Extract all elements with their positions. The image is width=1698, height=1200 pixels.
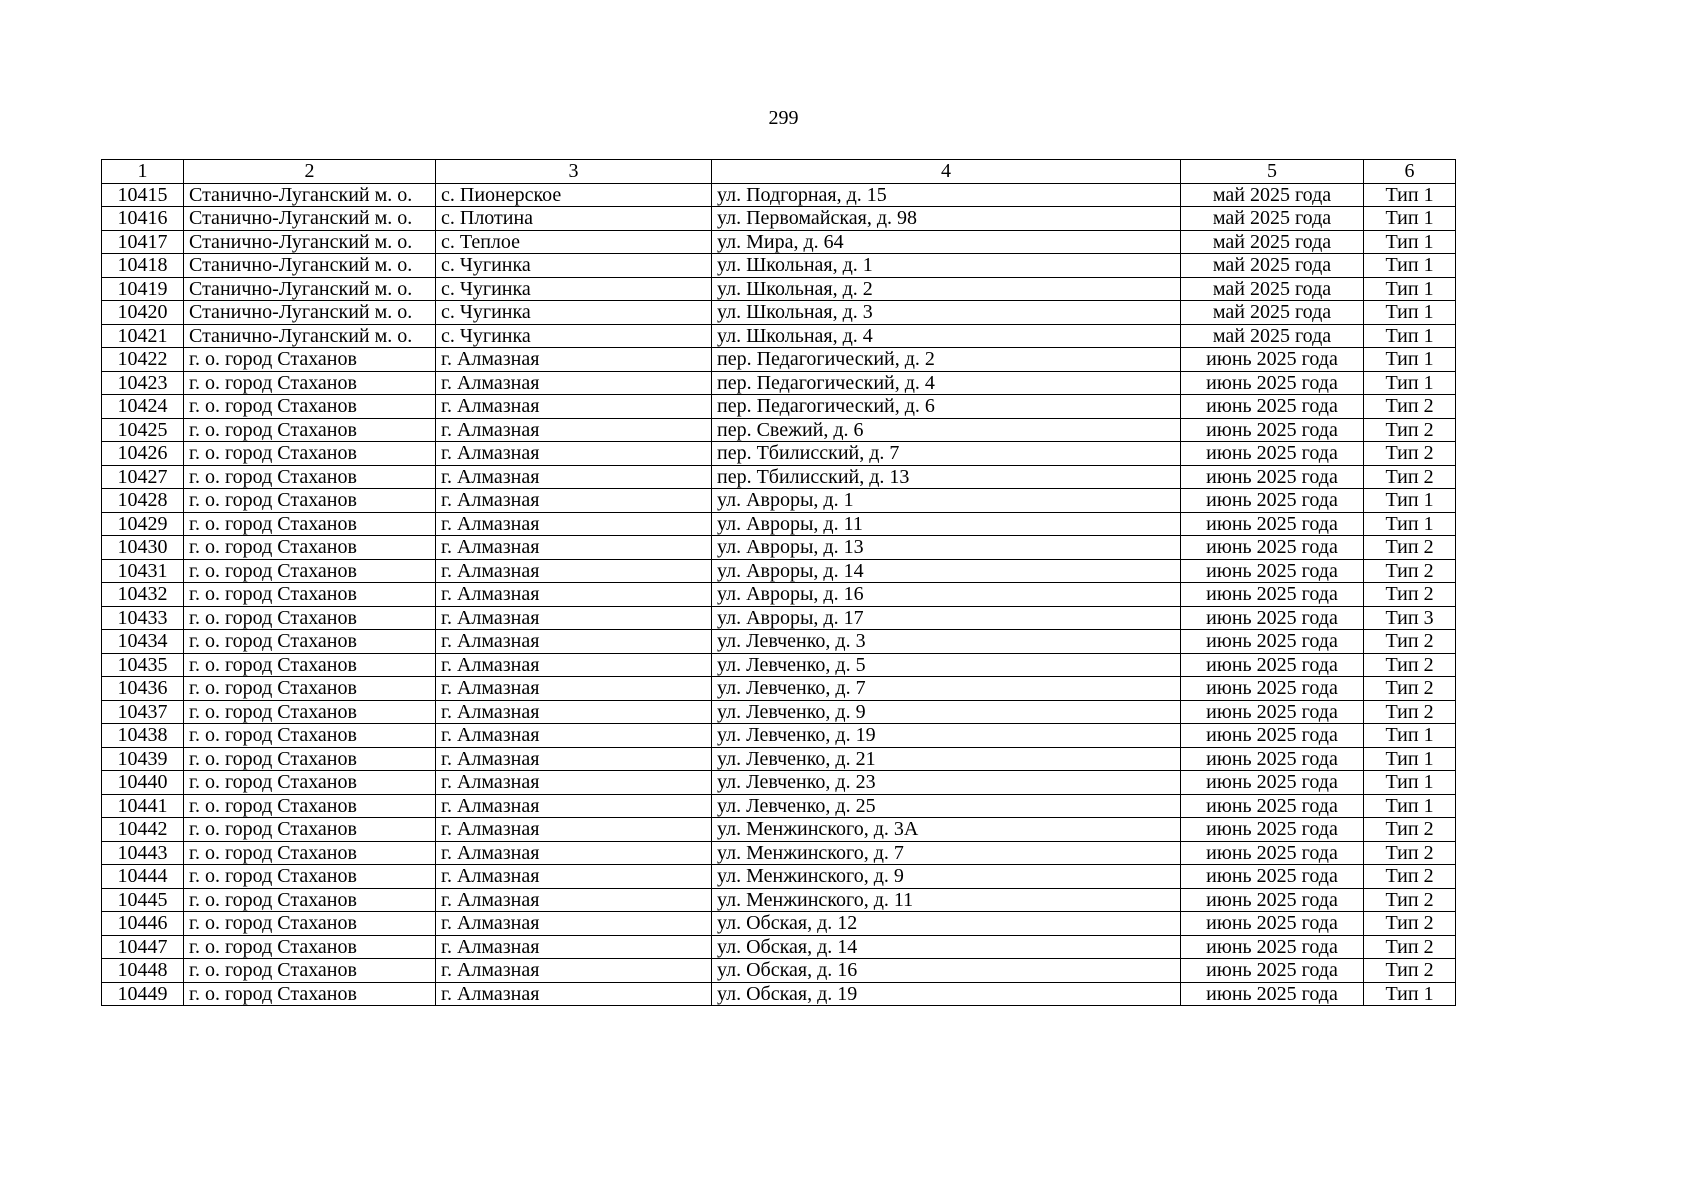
- address-cell: ул. Менжинского, д. 3А: [712, 818, 1181, 842]
- row-number-cell: 10429: [102, 512, 184, 536]
- row-number-cell: 10426: [102, 442, 184, 466]
- address-cell: ул. Школьная, д. 4: [712, 324, 1181, 348]
- address-cell: ул. Левченко, д. 7: [712, 677, 1181, 701]
- deadline-cell: июнь 2025 года: [1181, 512, 1364, 536]
- municipality-cell: Станично-Луганский м. о.: [184, 183, 436, 207]
- table-row: [102, 183, 1456, 207]
- settlement-cell: г. Алмазная: [436, 959, 712, 983]
- deadline-cell: июнь 2025 года: [1181, 630, 1364, 654]
- municipality-cell: г. о. город Стаханов: [184, 465, 436, 489]
- deadline-cell: июнь 2025 года: [1181, 395, 1364, 419]
- settlement-cell: г. Алмазная: [436, 583, 712, 607]
- municipality-cell: г. о. город Стаханов: [184, 677, 436, 701]
- column-number-5: 5: [1181, 160, 1364, 184]
- column-number-2: 2: [184, 160, 436, 184]
- municipality-cell: г. о. город Стаханов: [184, 841, 436, 865]
- table-row: [102, 794, 1456, 818]
- deadline-cell: июнь 2025 года: [1181, 677, 1364, 701]
- deadline-cell: май 2025 года: [1181, 301, 1364, 325]
- table-row: [102, 418, 1456, 442]
- deadline-cell: июнь 2025 года: [1181, 841, 1364, 865]
- type-cell: Тип 1: [1364, 230, 1456, 254]
- deadline-cell: июнь 2025 года: [1181, 982, 1364, 1006]
- type-cell: Тип 1: [1364, 982, 1456, 1006]
- deadline-cell: июнь 2025 года: [1181, 348, 1364, 372]
- table-row: [102, 536, 1456, 560]
- table-row: [102, 512, 1456, 536]
- type-cell: Тип 1: [1364, 371, 1456, 395]
- settlement-cell: г. Алмазная: [436, 677, 712, 701]
- table-row: [102, 959, 1456, 983]
- row-number-cell: 10415: [102, 183, 184, 207]
- settlement-cell: г. Алмазная: [436, 818, 712, 842]
- table-row: [102, 700, 1456, 724]
- settlement-cell: г. Алмазная: [436, 724, 712, 748]
- type-cell: Тип 2: [1364, 536, 1456, 560]
- address-cell: ул. Левченко, д. 21: [712, 747, 1181, 771]
- type-cell: Тип 1: [1364, 207, 1456, 231]
- type-cell: Тип 2: [1364, 559, 1456, 583]
- table-row: [102, 653, 1456, 677]
- row-number-cell: 10447: [102, 935, 184, 959]
- row-number-cell: 10446: [102, 912, 184, 936]
- type-cell: Тип 2: [1364, 653, 1456, 677]
- municipality-cell: г. о. город Стаханов: [184, 700, 436, 724]
- deadline-cell: июнь 2025 года: [1181, 536, 1364, 560]
- address-cell: ул. Менжинского, д. 9: [712, 865, 1181, 889]
- settlement-cell: г. Алмазная: [436, 465, 712, 489]
- row-number-cell: 10418: [102, 254, 184, 278]
- table-row: [102, 747, 1456, 771]
- address-cell: ул. Авроры, д. 16: [712, 583, 1181, 607]
- deadline-cell: июнь 2025 года: [1181, 912, 1364, 936]
- address-cell: ул. Левченко, д. 23: [712, 771, 1181, 795]
- settlement-cell: г. Алмазная: [436, 771, 712, 795]
- table-row: [102, 395, 1456, 419]
- row-number-cell: 10445: [102, 888, 184, 912]
- deadline-cell: июнь 2025 года: [1181, 771, 1364, 795]
- deadline-cell: июнь 2025 года: [1181, 489, 1364, 513]
- address-cell: ул. Обская, д. 16: [712, 959, 1181, 983]
- table-row: [102, 606, 1456, 630]
- settlement-cell: г. Алмазная: [436, 442, 712, 466]
- settlement-cell: г. Алмазная: [436, 559, 712, 583]
- row-number-cell: 10428: [102, 489, 184, 513]
- deadline-cell: май 2025 года: [1181, 254, 1364, 278]
- table-row: [102, 442, 1456, 466]
- deadline-cell: июнь 2025 года: [1181, 418, 1364, 442]
- deadline-cell: июнь 2025 года: [1181, 465, 1364, 489]
- row-number-cell: 10430: [102, 536, 184, 560]
- table-row: [102, 912, 1456, 936]
- table-row: [102, 818, 1456, 842]
- table-row: [102, 277, 1456, 301]
- table-row: [102, 559, 1456, 583]
- row-number-cell: 10416: [102, 207, 184, 231]
- address-cell: ул. Авроры, д. 11: [712, 512, 1181, 536]
- settlement-cell: г. Алмазная: [436, 794, 712, 818]
- page-number: 299: [768, 107, 799, 129]
- table-row: [102, 254, 1456, 278]
- type-cell: Тип 1: [1364, 724, 1456, 748]
- address-cell: ул. Авроры, д. 17: [712, 606, 1181, 630]
- table-row: [102, 935, 1456, 959]
- table-row: [102, 771, 1456, 795]
- deadline-cell: июнь 2025 года: [1181, 583, 1364, 607]
- row-number-cell: 10435: [102, 653, 184, 677]
- settlement-cell: с. Чугинка: [436, 324, 712, 348]
- deadline-cell: июнь 2025 года: [1181, 794, 1364, 818]
- municipality-cell: Станично-Луганский м. о.: [184, 254, 436, 278]
- municipality-cell: г. о. город Стаханов: [184, 559, 436, 583]
- settlement-cell: г. Алмазная: [436, 536, 712, 560]
- settlement-cell: г. Алмазная: [436, 489, 712, 513]
- municipality-cell: Станично-Луганский м. о.: [184, 277, 436, 301]
- register-table: [101, 159, 1456, 1006]
- row-number-cell: 10431: [102, 559, 184, 583]
- type-cell: Тип 1: [1364, 794, 1456, 818]
- settlement-cell: г. Алмазная: [436, 912, 712, 936]
- type-cell: Тип 1: [1364, 348, 1456, 372]
- municipality-cell: г. о. город Стаханов: [184, 442, 436, 466]
- municipality-cell: Станично-Луганский м. о.: [184, 230, 436, 254]
- municipality-cell: Станично-Луганский м. о.: [184, 324, 436, 348]
- municipality-cell: г. о. город Стаханов: [184, 865, 436, 889]
- row-number-cell: 10421: [102, 324, 184, 348]
- municipality-cell: г. о. город Стаханов: [184, 583, 436, 607]
- table-row: [102, 230, 1456, 254]
- municipality-cell: г. о. город Стаханов: [184, 888, 436, 912]
- address-cell: ул. Левченко, д. 19: [712, 724, 1181, 748]
- address-cell: ул. Подгорная, д. 15: [712, 183, 1181, 207]
- address-cell: ул. Первомайская, д. 98: [712, 207, 1181, 231]
- row-number-cell: 10427: [102, 465, 184, 489]
- municipality-cell: г. о. город Стаханов: [184, 935, 436, 959]
- address-cell: пер. Педагогический, д. 2: [712, 348, 1181, 372]
- settlement-cell: г. Алмазная: [436, 606, 712, 630]
- settlement-cell: г. Алмазная: [436, 512, 712, 536]
- address-cell: пер. Тбилисский, д. 13: [712, 465, 1181, 489]
- row-number-cell: 10443: [102, 841, 184, 865]
- type-cell: Тип 2: [1364, 583, 1456, 607]
- deadline-cell: июнь 2025 года: [1181, 747, 1364, 771]
- row-number-cell: 10448: [102, 959, 184, 983]
- settlement-cell: г. Алмазная: [436, 630, 712, 654]
- municipality-cell: г. о. город Стаханов: [184, 418, 436, 442]
- table-row: [102, 865, 1456, 889]
- table-row: [102, 841, 1456, 865]
- settlement-cell: г. Алмазная: [436, 348, 712, 372]
- address-cell: ул. Авроры, д. 13: [712, 536, 1181, 560]
- type-cell: Тип 2: [1364, 677, 1456, 701]
- deadline-cell: июнь 2025 года: [1181, 442, 1364, 466]
- table-body: [102, 160, 1456, 1006]
- address-cell: ул. Мира, д. 64: [712, 230, 1181, 254]
- municipality-cell: г. о. город Стаханов: [184, 912, 436, 936]
- table-row: [102, 724, 1456, 748]
- table-row: [102, 371, 1456, 395]
- type-cell: Тип 2: [1364, 395, 1456, 419]
- municipality-cell: Станично-Луганский м. о.: [184, 207, 436, 231]
- municipality-cell: г. о. город Стаханов: [184, 395, 436, 419]
- type-cell: Тип 1: [1364, 747, 1456, 771]
- deadline-cell: май 2025 года: [1181, 207, 1364, 231]
- municipality-cell: г. о. город Стаханов: [184, 747, 436, 771]
- row-number-cell: 10420: [102, 301, 184, 325]
- type-cell: Тип 1: [1364, 254, 1456, 278]
- type-cell: Тип 2: [1364, 959, 1456, 983]
- row-number-cell: 10432: [102, 583, 184, 607]
- settlement-cell: г. Алмазная: [436, 841, 712, 865]
- settlement-cell: с. Чугинка: [436, 254, 712, 278]
- table-row: [102, 982, 1456, 1006]
- address-cell: ул. Школьная, д. 2: [712, 277, 1181, 301]
- settlement-cell: г. Алмазная: [436, 982, 712, 1006]
- row-number-cell: 10424: [102, 395, 184, 419]
- type-cell: Тип 1: [1364, 183, 1456, 207]
- type-cell: Тип 2: [1364, 865, 1456, 889]
- settlement-cell: с. Теплое: [436, 230, 712, 254]
- municipality-cell: г. о. город Стаханов: [184, 771, 436, 795]
- settlement-cell: г. Алмазная: [436, 888, 712, 912]
- column-number-3: 3: [436, 160, 712, 184]
- settlement-cell: г. Алмазная: [436, 865, 712, 889]
- table-row: [102, 301, 1456, 325]
- municipality-cell: г. о. город Стаханов: [184, 606, 436, 630]
- row-number-cell: 10444: [102, 865, 184, 889]
- settlement-cell: с. Пионерское: [436, 183, 712, 207]
- settlement-cell: г. Алмазная: [436, 700, 712, 724]
- deadline-cell: май 2025 года: [1181, 183, 1364, 207]
- settlement-cell: г. Алмазная: [436, 747, 712, 771]
- settlement-cell: г. Алмазная: [436, 418, 712, 442]
- row-number-cell: 10442: [102, 818, 184, 842]
- address-cell: ул. Авроры, д. 14: [712, 559, 1181, 583]
- address-cell: пер. Тбилисский, д. 7: [712, 442, 1181, 466]
- row-number-cell: 10422: [102, 348, 184, 372]
- column-number-row: [102, 160, 1456, 184]
- deadline-cell: июнь 2025 года: [1181, 700, 1364, 724]
- settlement-cell: г. Алмазная: [436, 935, 712, 959]
- address-cell: ул. Школьная, д. 3: [712, 301, 1181, 325]
- table-row: [102, 677, 1456, 701]
- type-cell: Тип 1: [1364, 771, 1456, 795]
- type-cell: Тип 2: [1364, 700, 1456, 724]
- address-cell: ул. Менжинского, д. 11: [712, 888, 1181, 912]
- municipality-cell: г. о. город Стаханов: [184, 630, 436, 654]
- table-row: [102, 207, 1456, 231]
- row-number-cell: 10449: [102, 982, 184, 1006]
- municipality-cell: г. о. город Стаханов: [184, 489, 436, 513]
- type-cell: Тип 1: [1364, 512, 1456, 536]
- table-row: [102, 888, 1456, 912]
- table-row: [102, 489, 1456, 513]
- type-cell: Тип 2: [1364, 630, 1456, 654]
- row-number-cell: 10434: [102, 630, 184, 654]
- deadline-cell: май 2025 года: [1181, 277, 1364, 301]
- municipality-cell: г. о. город Стаханов: [184, 653, 436, 677]
- municipality-cell: Станично-Луганский м. о.: [184, 301, 436, 325]
- deadline-cell: май 2025 года: [1181, 230, 1364, 254]
- type-cell: Тип 1: [1364, 277, 1456, 301]
- column-number-6: 6: [1364, 160, 1456, 184]
- address-cell: ул. Левченко, д. 9: [712, 700, 1181, 724]
- type-cell: Тип 2: [1364, 818, 1456, 842]
- table-row: [102, 465, 1456, 489]
- deadline-cell: июнь 2025 года: [1181, 959, 1364, 983]
- row-number-cell: 10433: [102, 606, 184, 630]
- type-cell: Тип 2: [1364, 442, 1456, 466]
- table-row: [102, 324, 1456, 348]
- deadline-cell: июнь 2025 года: [1181, 935, 1364, 959]
- deadline-cell: июнь 2025 года: [1181, 818, 1364, 842]
- settlement-cell: г. Алмазная: [436, 371, 712, 395]
- row-number-cell: 10425: [102, 418, 184, 442]
- municipality-cell: г. о. город Стаханов: [184, 982, 436, 1006]
- address-cell: ул. Левченко, д. 25: [712, 794, 1181, 818]
- deadline-cell: июнь 2025 года: [1181, 606, 1364, 630]
- deadline-cell: июнь 2025 года: [1181, 371, 1364, 395]
- column-number-4: 4: [712, 160, 1181, 184]
- table-row: [102, 583, 1456, 607]
- row-number-cell: 10441: [102, 794, 184, 818]
- row-number-cell: 10423: [102, 371, 184, 395]
- row-number-cell: 10440: [102, 771, 184, 795]
- row-number-cell: 10438: [102, 724, 184, 748]
- type-cell: Тип 1: [1364, 324, 1456, 348]
- deadline-cell: июнь 2025 года: [1181, 724, 1364, 748]
- address-cell: ул. Авроры, д. 1: [712, 489, 1181, 513]
- settlement-cell: с. Чугинка: [436, 277, 712, 301]
- address-cell: пер. Педагогический, д. 4: [712, 371, 1181, 395]
- municipality-cell: г. о. город Стаханов: [184, 536, 436, 560]
- type-cell: Тип 2: [1364, 418, 1456, 442]
- settlement-cell: с. Чугинка: [436, 301, 712, 325]
- municipality-cell: г. о. город Стаханов: [184, 794, 436, 818]
- type-cell: Тип 2: [1364, 465, 1456, 489]
- row-number-cell: 10439: [102, 747, 184, 771]
- address-cell: ул. Левченко, д. 5: [712, 653, 1181, 677]
- column-number-1: 1: [102, 160, 184, 184]
- settlement-cell: г. Алмазная: [436, 395, 712, 419]
- table-row: [102, 348, 1456, 372]
- table-row: [102, 630, 1456, 654]
- address-cell: ул. Школьная, д. 1: [712, 254, 1181, 278]
- type-cell: Тип 2: [1364, 912, 1456, 936]
- row-number-cell: 10417: [102, 230, 184, 254]
- settlement-cell: г. Алмазная: [436, 653, 712, 677]
- address-cell: ул. Менжинского, д. 7: [712, 841, 1181, 865]
- address-cell: ул. Обская, д. 19: [712, 982, 1181, 1006]
- type-cell: Тип 2: [1364, 888, 1456, 912]
- type-cell: Тип 2: [1364, 935, 1456, 959]
- address-cell: ул. Обская, д. 12: [712, 912, 1181, 936]
- address-cell: пер. Педагогический, д. 6: [712, 395, 1181, 419]
- type-cell: Тип 1: [1364, 489, 1456, 513]
- municipality-cell: г. о. город Стаханов: [184, 371, 436, 395]
- row-number-cell: 10437: [102, 700, 184, 724]
- deadline-cell: июнь 2025 года: [1181, 559, 1364, 583]
- deadline-cell: май 2025 года: [1181, 324, 1364, 348]
- type-cell: Тип 1: [1364, 301, 1456, 325]
- settlement-cell: с. Плотина: [436, 207, 712, 231]
- deadline-cell: июнь 2025 года: [1181, 888, 1364, 912]
- municipality-cell: г. о. город Стаханов: [184, 348, 436, 372]
- address-cell: пер. Свежий, д. 6: [712, 418, 1181, 442]
- address-cell: ул. Обская, д. 14: [712, 935, 1181, 959]
- municipality-cell: г. о. город Стаханов: [184, 959, 436, 983]
- deadline-cell: июнь 2025 года: [1181, 865, 1364, 889]
- address-cell: ул. Левченко, д. 3: [712, 630, 1181, 654]
- type-cell: Тип 2: [1364, 841, 1456, 865]
- municipality-cell: г. о. город Стаханов: [184, 818, 436, 842]
- type-cell: Тип 3: [1364, 606, 1456, 630]
- municipality-cell: г. о. город Стаханов: [184, 724, 436, 748]
- municipality-cell: г. о. город Стаханов: [184, 512, 436, 536]
- row-number-cell: 10419: [102, 277, 184, 301]
- row-number-cell: 10436: [102, 677, 184, 701]
- deadline-cell: июнь 2025 года: [1181, 653, 1364, 677]
